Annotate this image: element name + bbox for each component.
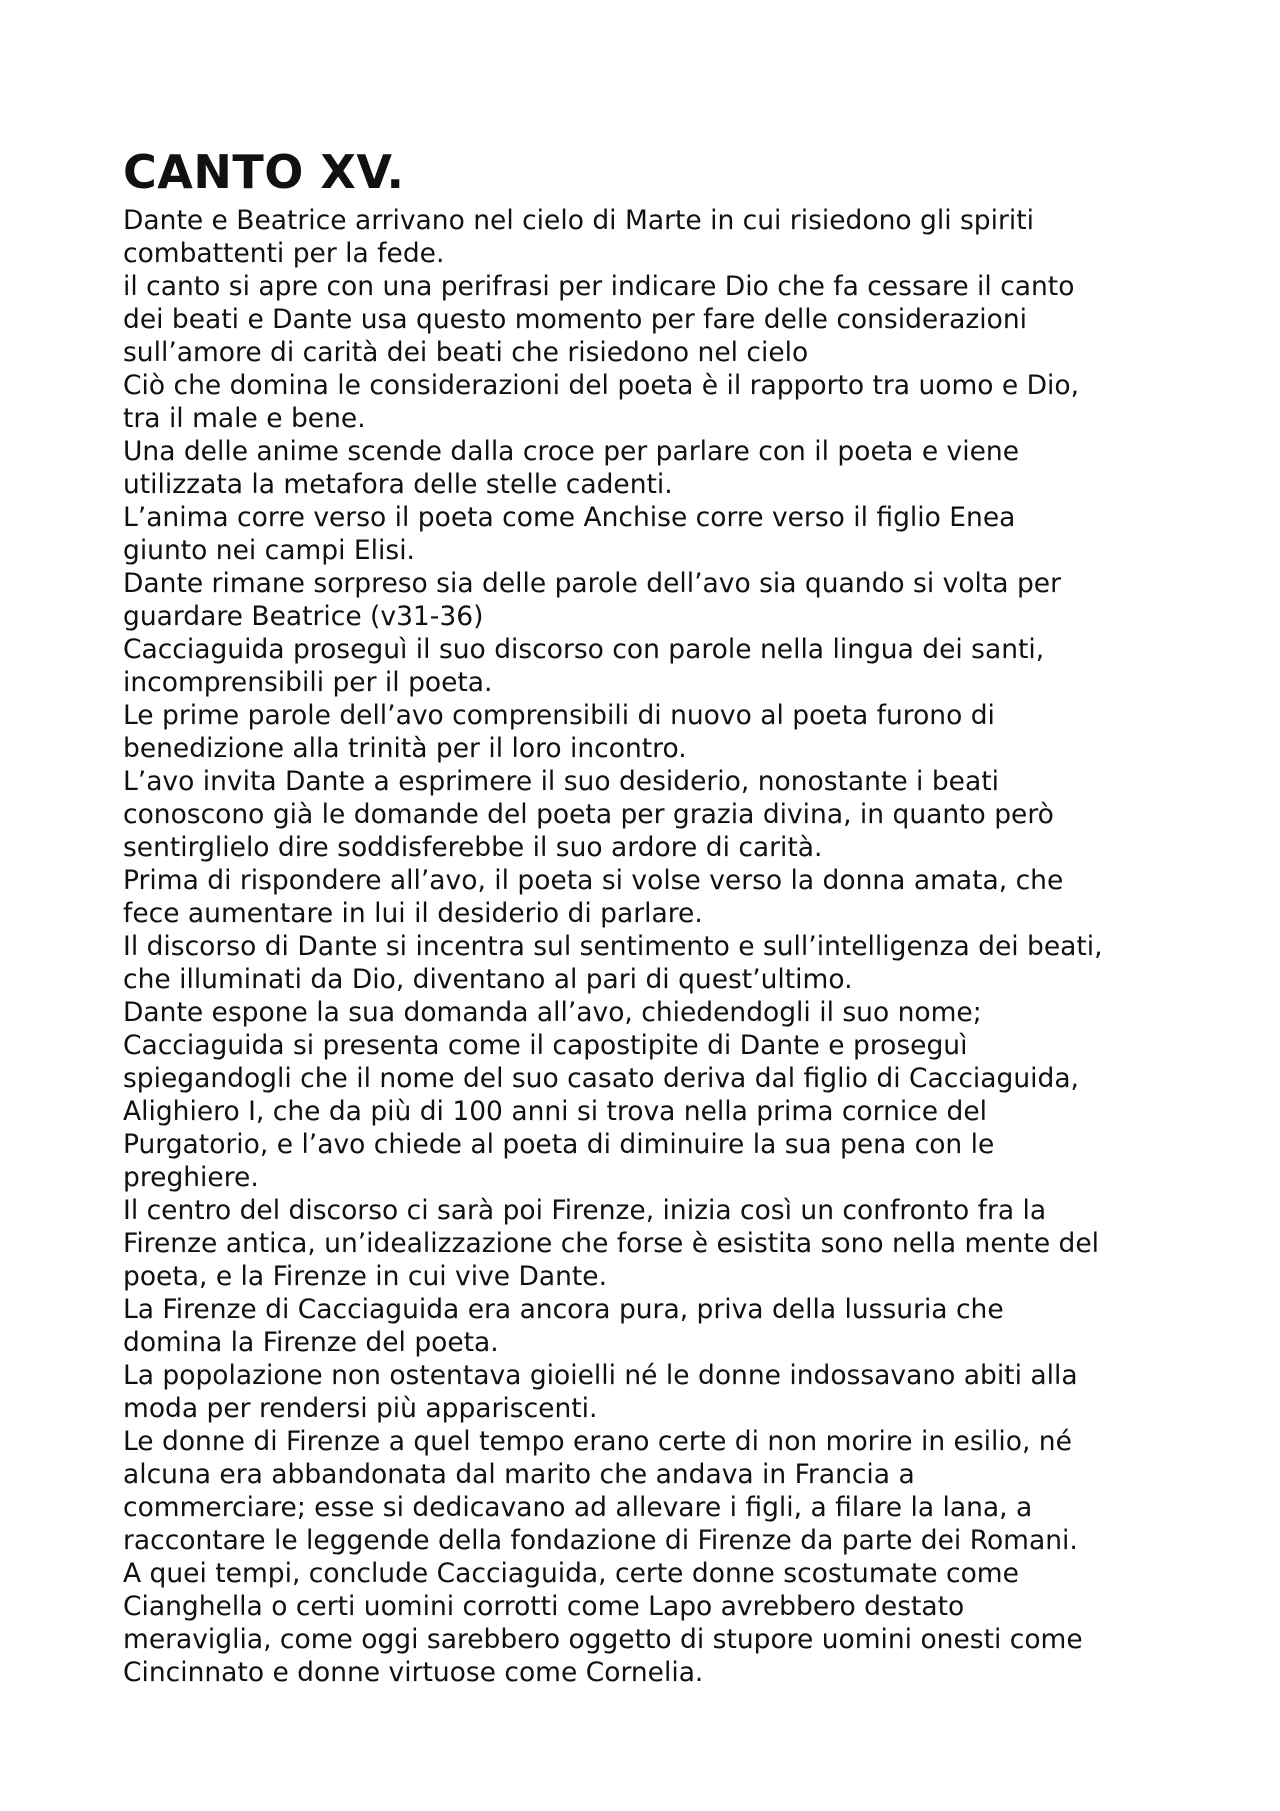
text-line: benedizione alla trinità per il loro incontro.: [123, 733, 687, 764]
text-line: domina la Firenze del poeta.: [123, 1327, 499, 1358]
text-line: poeta, e la Firenze in cui vive Dante.: [123, 1261, 608, 1292]
text-line: fece aumentare in lui il desiderio di parlare.: [123, 898, 703, 929]
text-line: che illuminati da Dio, diventano al pari di quest’ultimo.: [123, 964, 853, 995]
text-line: giunto nei campi Elisi.: [123, 535, 415, 566]
text-line: commerciare; esse si dedicavano ad allevare i figli, a filare la lana, a: [123, 1492, 1033, 1523]
text-line: Dante e Beatrice arrivano nel cielo di Marte in cui risiedono gli spiriti: [123, 205, 1034, 236]
text-line: Dante espone la sua domanda all’avo, chiedendogli il suo nome;: [123, 997, 982, 1028]
text-line: Prima di rispondere all’avo, il poeta si volse verso la donna amata, che: [123, 865, 1064, 896]
text-line: Il centro del discorso ci sarà poi Firenze, inizia così un confronto fra la: [123, 1195, 1047, 1226]
text-line: raccontare le leggende della fondazione di Firenze da parte dei Romani.: [123, 1525, 1078, 1556]
text-line: spiegandogli che il nome del suo casato deriva dal figlio di Cacciaguida,: [123, 1063, 1079, 1094]
text-line: Cacciaguida proseguì il suo discorso con parole nella lingua dei santi,: [123, 634, 1045, 665]
text-line: Il discorso di Dante si incentra sul sentimento e sull’intelligenza dei beati,: [123, 931, 1103, 962]
text-line: conoscono già le domande del poeta per grazia divina, in quanto però: [123, 799, 1054, 830]
text-line: dei beati e Dante usa questo momento per fare delle considerazioni: [123, 304, 1028, 335]
text-line: alcuna era abbandonata dal marito che andava in Francia a: [123, 1459, 915, 1490]
text-line: La Firenze di Cacciaguida era ancora pura, priva della lussuria che: [123, 1294, 1004, 1325]
text-line: Cianghella o certi uomini corrotti come Lapo avrebbero destato: [123, 1591, 965, 1622]
text-line: combattenti per la fede.: [123, 238, 445, 269]
document-page: [123, 140, 1173, 1689]
text-line: moda per rendersi più appariscenti.: [123, 1393, 598, 1424]
text-line: sentirglielo dire soddisferebbe il suo ardore di carità.: [123, 832, 823, 863]
text-line: Le prime parole dell’avo comprensibili di nuovo al poeta furono di: [123, 700, 995, 731]
text-line: preghiere.: [123, 1162, 259, 1193]
text-line: guardare Beatrice (v31-36): [123, 601, 484, 632]
text-line: tra il male e bene.: [123, 403, 366, 434]
text-line: La popolazione non ostentava gioielli né le donne indossavano abiti alla: [123, 1360, 1078, 1391]
text-line: L’anima corre verso il poeta come Anchise corre verso il figlio Enea: [123, 502, 1016, 533]
text-line: incomprensibili per il poeta.: [123, 667, 493, 698]
text-line: Firenze antica, un’idealizzazione che forse è esistita sono nella mente del: [123, 1228, 1100, 1259]
text-line: utilizzata la metafora delle stelle cadenti.: [123, 469, 673, 500]
page-title: CANTO XV.: [123, 145, 405, 199]
document-body: [123, 204, 1173, 1689]
text-line: Ciò che domina le considerazioni del poeta è il rapporto tra uomo e Dio,: [123, 370, 1080, 401]
text-line: il canto si apre con una perifrasi per indicare Dio che fa cessare il canto: [123, 271, 1075, 302]
text-line: Dante rimane sorpreso sia delle parole dell’avo sia quando si volta per: [123, 568, 1061, 599]
text-line: Alighiero I, che da più di 100 anni si trova nella prima cornice del: [123, 1096, 988, 1127]
text-line: Purgatorio, e l’avo chiede al poeta di diminuire la sua pena con le: [123, 1129, 995, 1160]
text-line: meraviglia, come oggi sarebbero oggetto di stupore uomini onesti come: [123, 1624, 1083, 1655]
text-line: Cincinnato e donne virtuose come Cornelia.: [123, 1657, 704, 1688]
text-line: Una delle anime scende dalla croce per parlare con il poeta e viene: [123, 436, 1019, 467]
text-line: A quei tempi, conclude Cacciaguida, certe donne scostumate come: [123, 1558, 1019, 1589]
text-line: Cacciaguida si presenta come il capostipite di Dante e proseguì: [123, 1030, 968, 1061]
text-line: sull’amore di carità dei beati che risiedono nel cielo: [123, 337, 809, 368]
text-line: L’avo invita Dante a esprimere il suo desiderio, nonostante i beati: [123, 766, 999, 797]
text-line: Le donne di Firenze a quel tempo erano certe di non morire in esilio, né: [123, 1426, 1072, 1457]
